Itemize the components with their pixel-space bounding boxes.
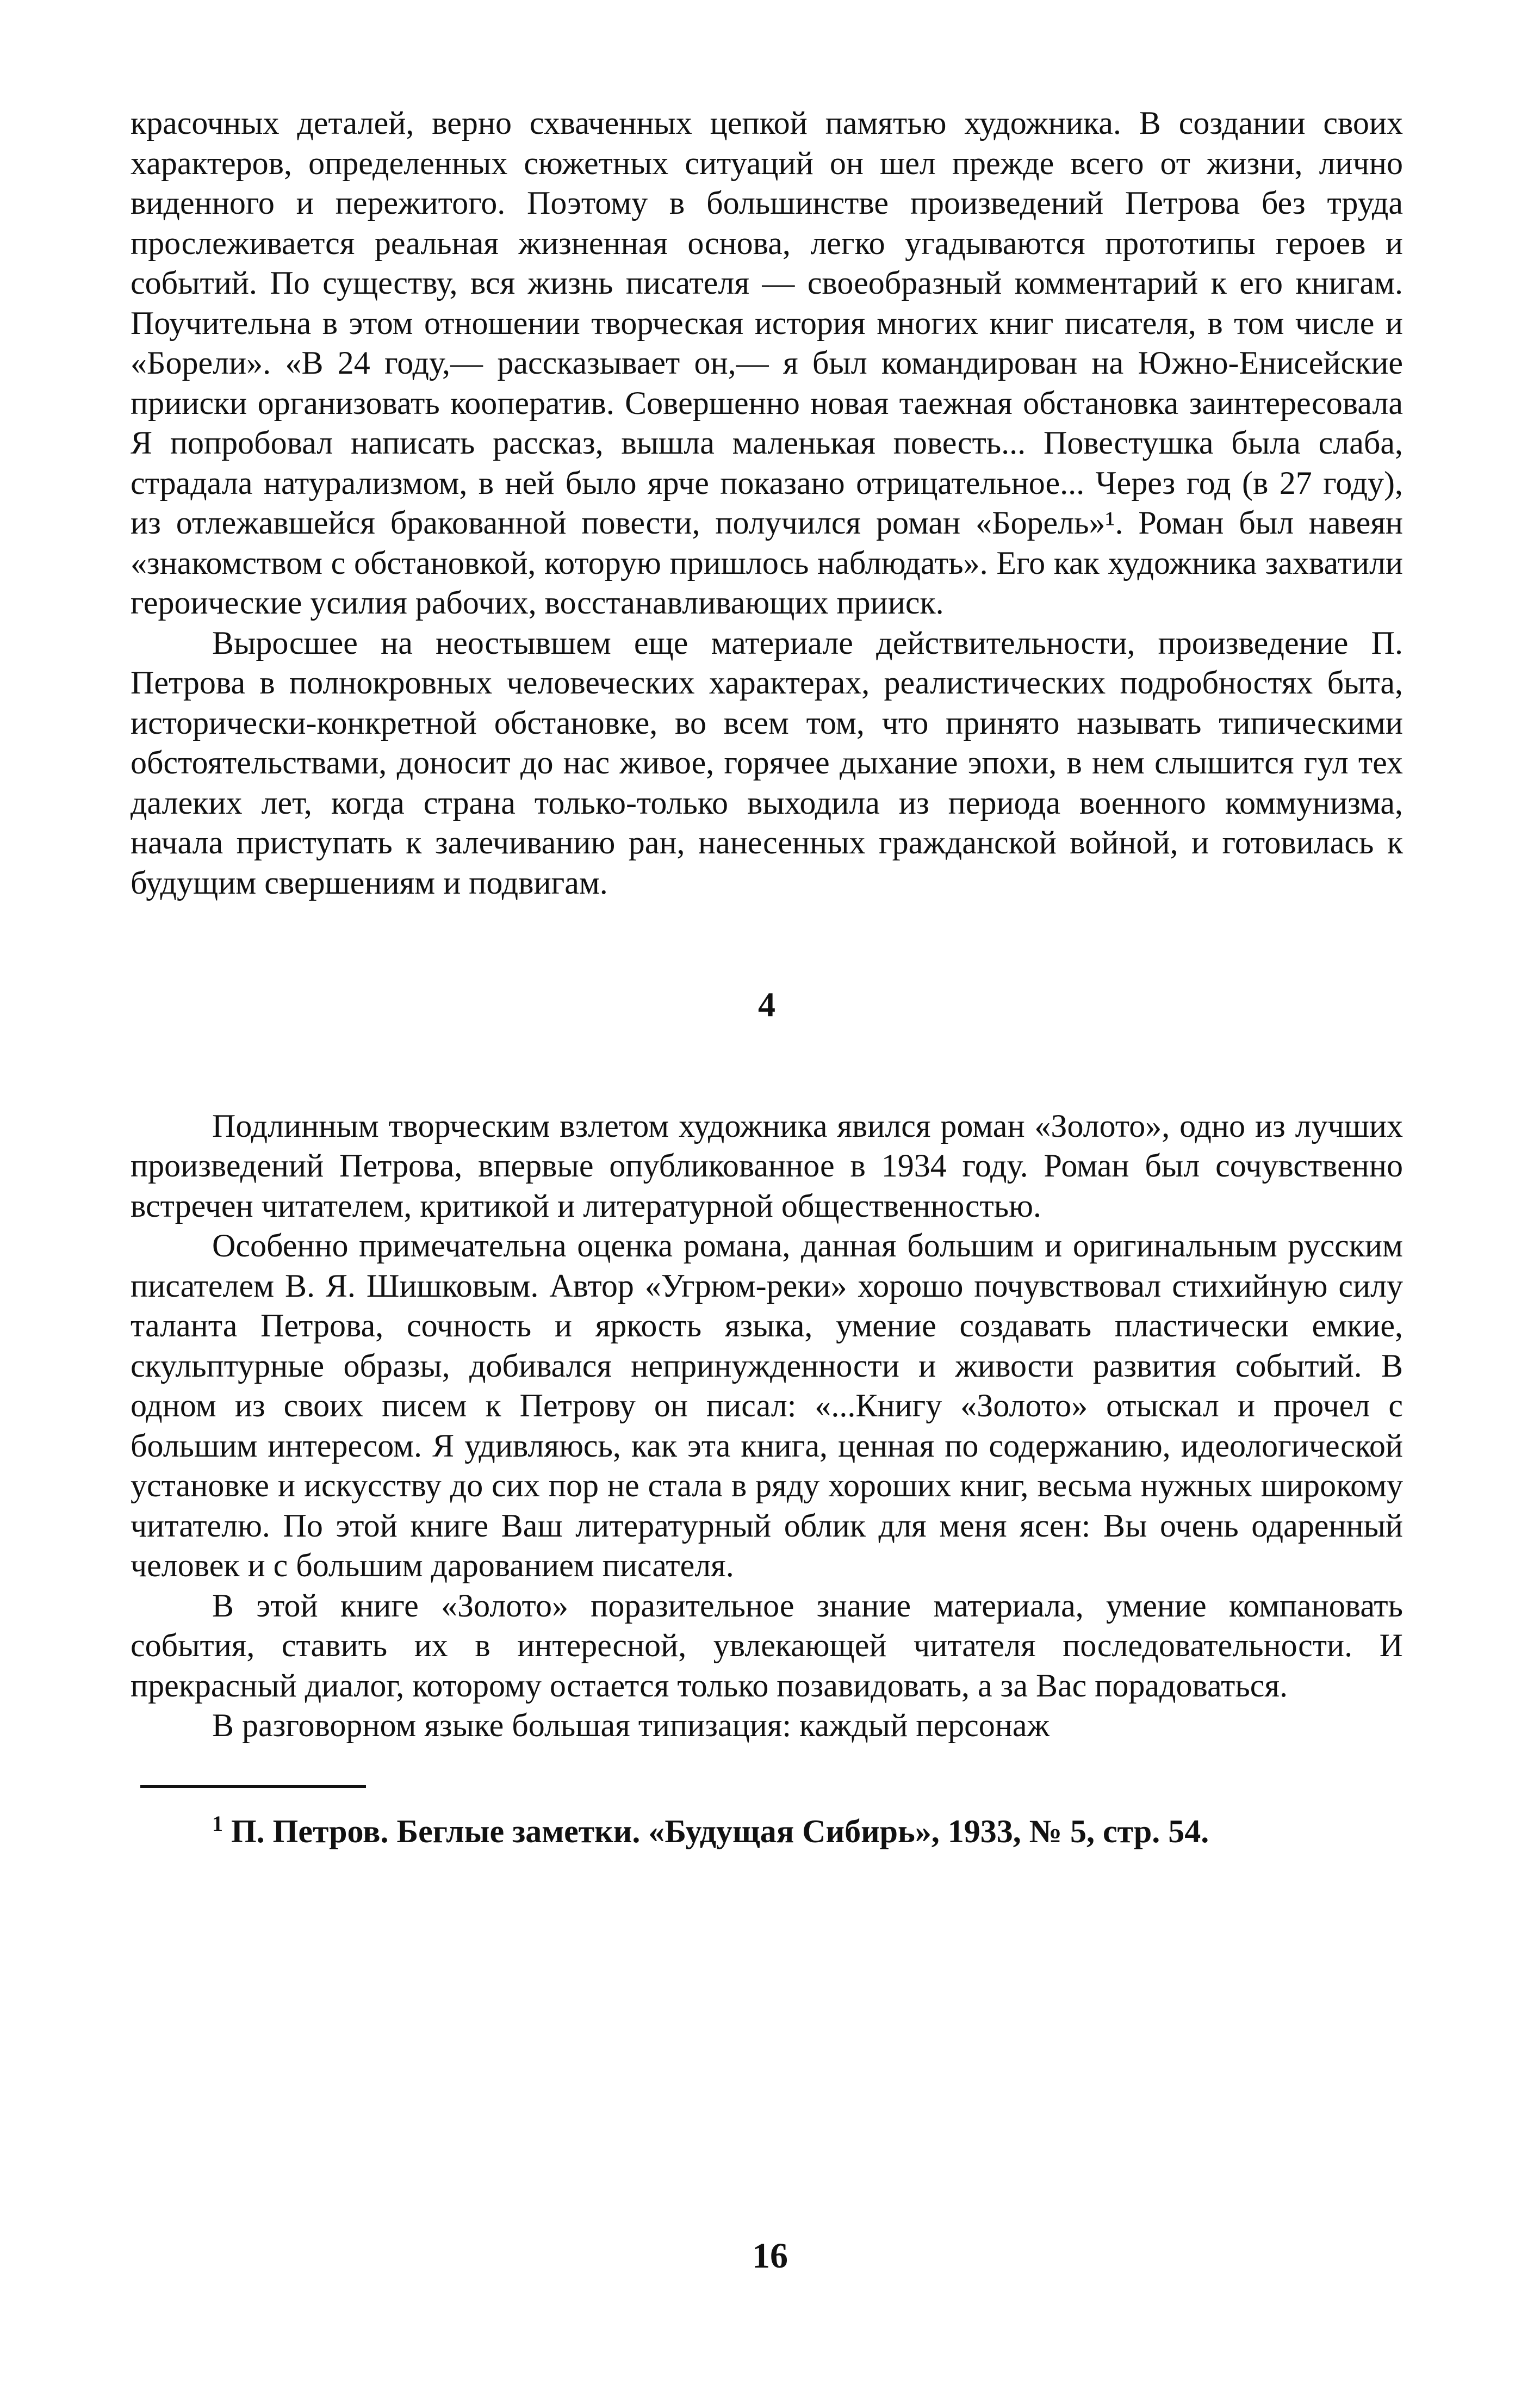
footnote-divider [140, 1785, 366, 1788]
paragraph-2: Выросшее на неостывшем еще материале действительности, произведение П. Петрова в полнокровных человеческих характерах, реалистических подробностях быта, исторически-конкретной обстановке, во всем том, что принято называть типическими обстоятельствами, доносит до нас живое, горячее дыхание эпохи, в нем слышится гул тех далеких лет, когда страна только-только выходила из периода военного коммунизма, начала приступать к залечиванию ран, нанесенных гражданской войной, и готовилась к будущим свершениям и подвигам. [131, 624, 1403, 901]
paragraph-5: В этой книге «Золото» поразительное знание материала, умение компановать события, ставить их в интересной, увлекающей читателя последовательности. И прекрасный диалог, которому остается только позавидовать, а за Вас порадоваться. [131, 1587, 1403, 1704]
footnote-text: П. Петров. Беглые заметки. «Будущая Сибирь», 1933, № 5, стр. 54. [223, 1813, 1209, 1849]
page-number: 16 [752, 2236, 788, 2276]
paragraph-1: красочных деталей, верно схваченных цепкой памятью художника. В создании своих характеров, определенных сюжетных ситуаций он шел прежде всего от жизни, лично виденного и пережитого. Поэтому в большинстве произведений Петрова без труда прослеживается реальная жизненная основа, легко угадываются прототипы героев и событий. По существу, вся жизнь писателя — своеобразный комментарий к его книгам. Поучительна в этом отношении творческая история многих книг писателя, в том числе и «Борели». «В 24 году,— рассказывает он,— я был командирован на Южно-Енисейские прииски организовать кооператив. Совершенно новая таежная обстановка заинтересовала Я попробовал написать рассказ, вышла маленькая повесть... Повестушка была слаба, страдала натурализмом, в ней было ярче показано отрицательное... Через год (в 27 году), из отлежавшейся бракованной повести, получился роман «Борель»¹. Роман был навеян «знакомством с обстановкой, которую пришлось наблюдать». Его как художника захватили героические усилия рабочих, восстанавливающих прииск. [131, 105, 1403, 621]
paragraph-6: В разговорном языке большая типизация: каждый персонаж [212, 1707, 1050, 1743]
footnote-marker: 1 [212, 1811, 223, 1836]
footnote [131, 1812, 1403, 1852]
paragraph-3: Подлинным творческим взлетом художника явился роман «Золото», одно из лучших произведений Петрова, впервые опубликованное в 1934 году. Роман был сочувственно встречен читателем, критикой и литературной общественностью. [131, 1107, 1403, 1224]
paragraph-4: Особенно примечательна оценка романа, данная большим и оригинальным русским писателем В. Я. Шишковым. Автор «Угрюм-реки» хорошо почувствовал стихийную силу таланта Петрова, сочность и яркость языка, умение создавать пластически емкие, скульптурные образы, добивался непринужденности и живости развития событий. В одном из своих писем к Петрову он писал: «...Книгу «Золото» отыскал и прочел с большим интересом. Я удивляюсь, как эта книга, ценная по содержанию, идеологической установке и искусству до сих пор не стала в ряду хороших книг, весьма нужных широкому читателю. По этой книге Ваш литературный облик для меня ясен: Вы очень одаренный человек и с большим дарованием писателя. [131, 1228, 1403, 1583]
section-number: 4 [758, 985, 775, 1024]
book-page [131, 103, 1403, 1851]
